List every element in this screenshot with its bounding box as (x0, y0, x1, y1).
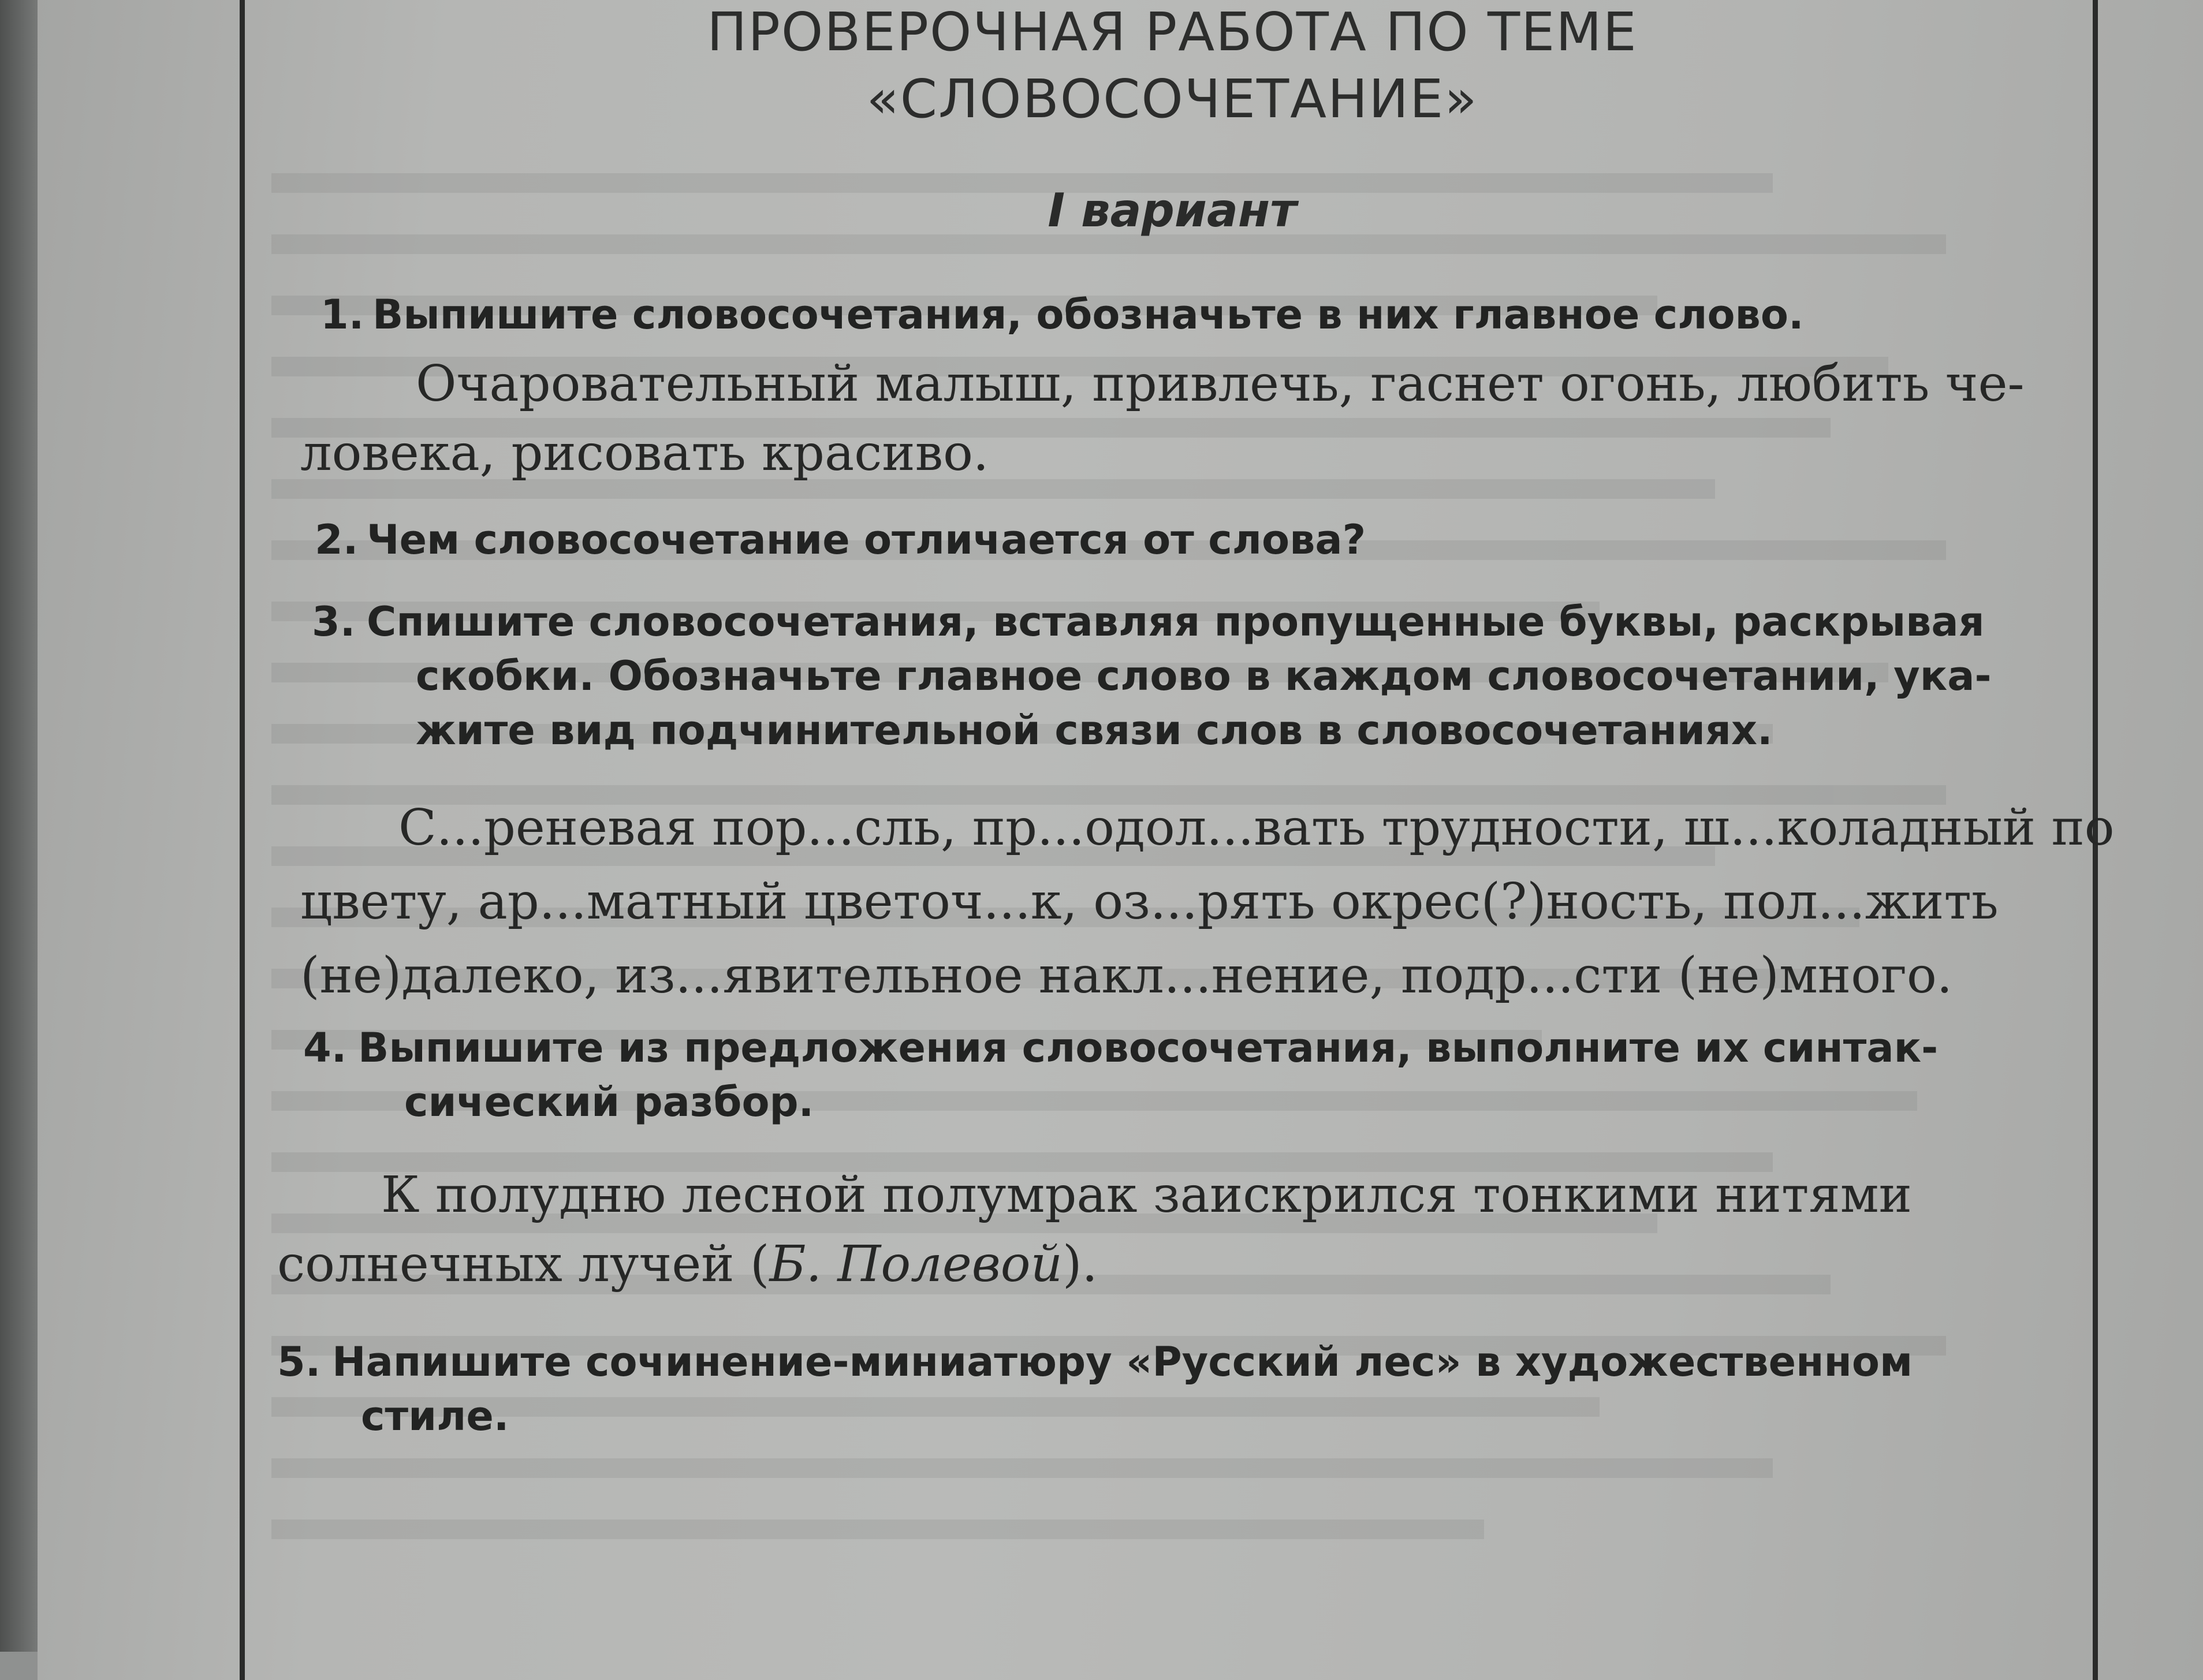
task-3-text (254, 791, 2115, 1013)
task-3-instruction (312, 595, 2079, 757)
instruction-line: Чем словосочетание отличается от слова? (367, 516, 1366, 563)
author-name: Б. Полевой (769, 1235, 1063, 1293)
page-edge-shadow (0, 0, 40, 1652)
instruction-line: Выпишите из предложения словосочетания, выполните их синтак- (358, 1024, 1939, 1072)
task-2-instruction (315, 513, 2070, 567)
text-fragment: солнечных лучей ( (277, 1235, 770, 1293)
text-line: С...реневая пор...сль, пр...одол...вать трудности, ш...коладный по (398, 799, 2115, 857)
task-5-instruction (277, 1335, 2079, 1443)
task-number: 5. (277, 1338, 321, 1386)
text-line: (не)далеко, из...явительное накл...нение, подр...сти (не)много. (300, 947, 1953, 1005)
task-1-instruction (320, 288, 2076, 342)
task-number: 1. (320, 291, 364, 338)
text-line: Очаровательный малыш, привлечь, гаснет огонь, любить че- (416, 355, 2025, 413)
instruction-line: Выпишите словосочетания, обозначьте в них главное слово. (372, 291, 1804, 338)
task-4-text (254, 1160, 2079, 1299)
task-number: 3. (312, 598, 356, 645)
instruction-line: скобки. Обозначьте главное слово в каждом словосочетании, ука- (416, 652, 1992, 700)
instruction-line: жите вид подчинительной связи слов в словосочетаниях. (416, 707, 1773, 754)
instruction-line: сический разбор. (404, 1078, 814, 1126)
text-line: цвету, ар...матный цветоч...к, оз...рять окрес(?)ность, пол...жить (300, 873, 1999, 931)
instruction-line: стиле. (361, 1392, 509, 1440)
instruction-line: Напишите сочинение-миниатюру «Русский лес» в художественном (332, 1338, 1913, 1386)
text-line-with-author (254, 1230, 2079, 1299)
instruction-line: Спишите словосочетания, вставляя пропущенные буквы, раскрывая (367, 598, 1985, 645)
text-fragment: ). (1062, 1235, 1098, 1293)
page-subtitle: «СЛОВОСОЧЕТАНИЕ» (866, 68, 1478, 130)
task-4-instruction (303, 1021, 2082, 1129)
task-number: 4. (303, 1024, 347, 1072)
text-line: ловека, рисовать красиво. (300, 424, 989, 482)
text-line: К полудню лесной полумрак заискрился тонкими нитями (381, 1166, 1912, 1224)
task-1-text (254, 349, 2073, 488)
task-number: 2. (315, 516, 359, 563)
worksheet (254, 0, 2115, 1652)
page-title: ПРОВЕРОЧНАЯ РАБОТА ПО ТЕМЕ (707, 1, 1638, 63)
variant-heading: I вариант (1048, 184, 1297, 237)
